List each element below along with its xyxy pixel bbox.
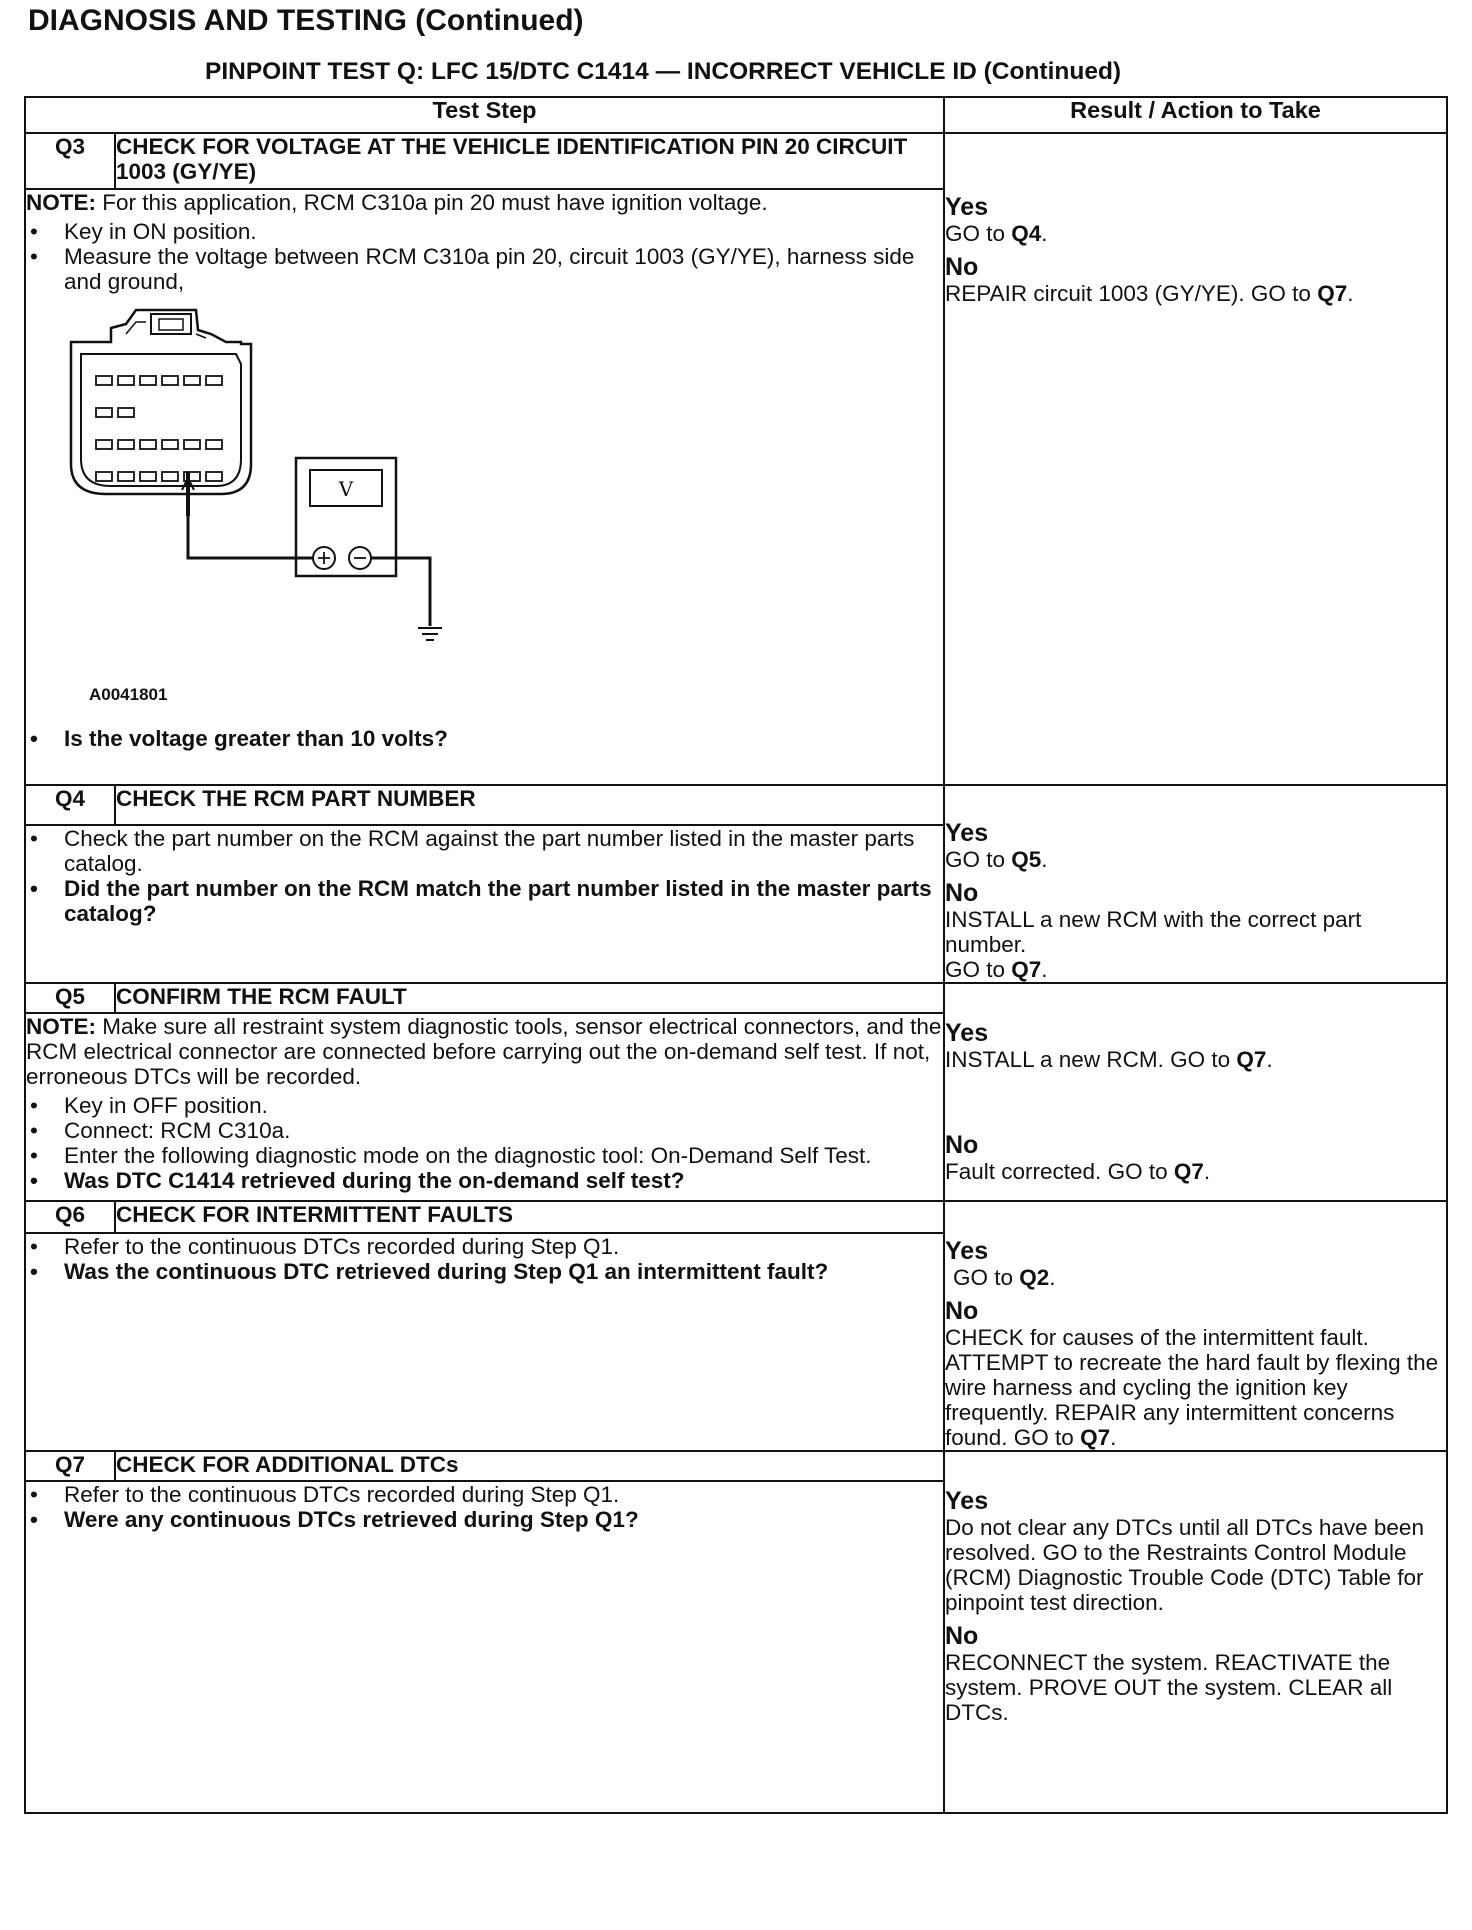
step-id-q4: Q4	[25, 785, 115, 825]
question-q3: • Is the voltage greater than 10 volts?	[64, 726, 943, 751]
yes-label-q3: Yes	[945, 193, 989, 221]
question-q4: • Did the part number on the RCM match the part number listed in the master parts catalog?	[64, 876, 943, 926]
step-body-q3	[25, 189, 944, 785]
question-list-q3	[26, 726, 943, 751]
yes-label-q5: Yes	[945, 1019, 989, 1047]
step-q3-title-row	[25, 133, 1447, 189]
step-q6-title-row	[25, 1201, 1447, 1233]
result-q6	[944, 1201, 1447, 1451]
meter-label: V	[338, 477, 354, 501]
figure-code: A0041801	[89, 685, 168, 704]
yes-label-q4: Yes	[945, 819, 989, 847]
step-body-q7	[25, 1481, 944, 1813]
list-item: • Measure the voltage between RCM C310a pin 20, circuit 1003 (GY/YE), harness side and ground,	[64, 244, 943, 294]
yes-text-q3: GO to Q4.	[945, 221, 1048, 246]
test-step-header: Test Step	[25, 97, 944, 133]
result-q7	[944, 1451, 1447, 1813]
no-text-q7: RECONNECT the system. REACTIVATE the system. PROVE OUT the system. CLEAR all DTCs.	[945, 1650, 1393, 1725]
step-q4-title-row	[25, 785, 1447, 825]
step-body-q6	[25, 1233, 944, 1451]
note-q5: NOTE: Make sure all restraint system diagnostic tools, sensor electrical connectors, and the RCM electrical connector are connected before carrying out the on-demand self test. If not, erroneous DTCs will be recorded.	[26, 1014, 942, 1089]
question-q6: • Was the continuous DTC retrieved during Step Q1 an intermittent fault?	[64, 1259, 943, 1284]
yes-text-q6: GO to Q2.	[953, 1265, 1056, 1290]
no-label-q5: No	[945, 1131, 979, 1159]
result-action-header: Result / Action to Take	[944, 97, 1447, 133]
question-q7: • Were any continuous DTCs retrieved during Step Q1?	[64, 1507, 943, 1532]
step-title-q3: CHECK FOR VOLTAGE AT THE VEHICLE IDENTIFICATION PIN 20 CIRCUIT 1003 (GY/YE)	[115, 133, 944, 189]
bullet-list-q7	[26, 1482, 943, 1532]
no-text-q6: CHECK for causes of the intermittent fault. ATTEMPT to recreate the hard fault by flexing the wire harness and cycling the ignition key frequently. REPAIR any intermittent concerns found. GO to Q7.	[945, 1325, 1439, 1450]
no-label-q3: No	[945, 253, 979, 281]
step-title-q7: CHECK FOR ADDITIONAL DTCs	[115, 1451, 944, 1481]
page-heading: DIAGNOSIS AND TESTING (Continued)	[28, 4, 584, 37]
result-q3	[944, 133, 1447, 785]
bullet-list-q4	[26, 826, 943, 926]
note-q3: NOTE: For this application, RCM C310a pin 20 must have ignition voltage.	[26, 190, 768, 215]
no-label-q4: No	[945, 879, 979, 907]
bullet-list-q5	[26, 1093, 943, 1193]
step-title-q4: CHECK THE RCM PART NUMBER	[115, 785, 944, 825]
list-item: • Key in ON position.	[64, 219, 943, 244]
step-id-q7: Q7	[25, 1451, 115, 1481]
yes-text-q7: Do not clear any DTCs until all DTCs have been resolved. GO to the Restraints Control Module (RCM) Diagnostic Trouble Code (DTC) Table for pinpoint test direction.	[945, 1515, 1424, 1615]
step-title-q5: CONFIRM THE RCM FAULT	[115, 983, 944, 1013]
step-q7-title-row	[25, 1451, 1447, 1481]
no-text-q4: INSTALL a new RCM with the correct part number. GO to Q7.	[945, 907, 1362, 982]
step-title-q6: CHECK FOR INTERMITTENT FAULTS	[115, 1201, 944, 1233]
result-q4	[944, 785, 1447, 983]
list-item: • Key in OFF position.	[64, 1093, 943, 1118]
step-body-q4	[25, 825, 944, 983]
bullet-list-q3	[26, 219, 943, 294]
connector-diagram-svg	[26, 294, 586, 674]
pinpoint-test-table	[24, 96, 1448, 1814]
no-text-q5: Fault corrected. GO to Q7.	[945, 1159, 1211, 1184]
question-q5: • Was DTC C1414 retrieved during the on-demand self test?	[64, 1168, 943, 1193]
list-item: • Connect: RCM C310a.	[64, 1118, 943, 1143]
step-body-q5	[25, 1013, 944, 1201]
list-item: • Enter the following diagnostic mode on the diagnostic tool: On-Demand Self Test.	[64, 1143, 943, 1168]
connector-voltmeter-diagram	[26, 294, 586, 714]
bullet-list-q6	[26, 1234, 943, 1284]
pinpoint-test-title: PINPOINT TEST Q: LFC 15/DTC C1414 — INCORRECT VEHICLE ID (Continued)	[205, 58, 1122, 85]
yes-text-q5: INSTALL a new RCM. GO to Q7.	[945, 1047, 1273, 1072]
no-label-q7: No	[945, 1622, 979, 1650]
table-header-row	[25, 97, 1447, 133]
yes-label-q7: Yes	[945, 1487, 989, 1515]
list-item: • Check the part number on the RCM against the part number listed in the master parts catalog.	[64, 826, 943, 876]
step-id-q5: Q5	[25, 983, 115, 1013]
list-item: • Refer to the continuous DTCs recorded during Step Q1.	[64, 1234, 943, 1259]
result-q5	[944, 983, 1447, 1201]
step-id-q3: Q3	[25, 133, 115, 189]
step-id-q6: Q6	[25, 1201, 115, 1233]
list-item: • Refer to the continuous DTCs recorded during Step Q1.	[64, 1482, 943, 1507]
no-label-q6: No	[945, 1297, 979, 1325]
step-q5-title-row	[25, 983, 1447, 1013]
no-text-q3: REPAIR circuit 1003 (GY/YE). GO to Q7.	[945, 281, 1354, 306]
yes-label-q6: Yes	[945, 1237, 989, 1265]
yes-text-q4: GO to Q5.	[945, 847, 1048, 872]
